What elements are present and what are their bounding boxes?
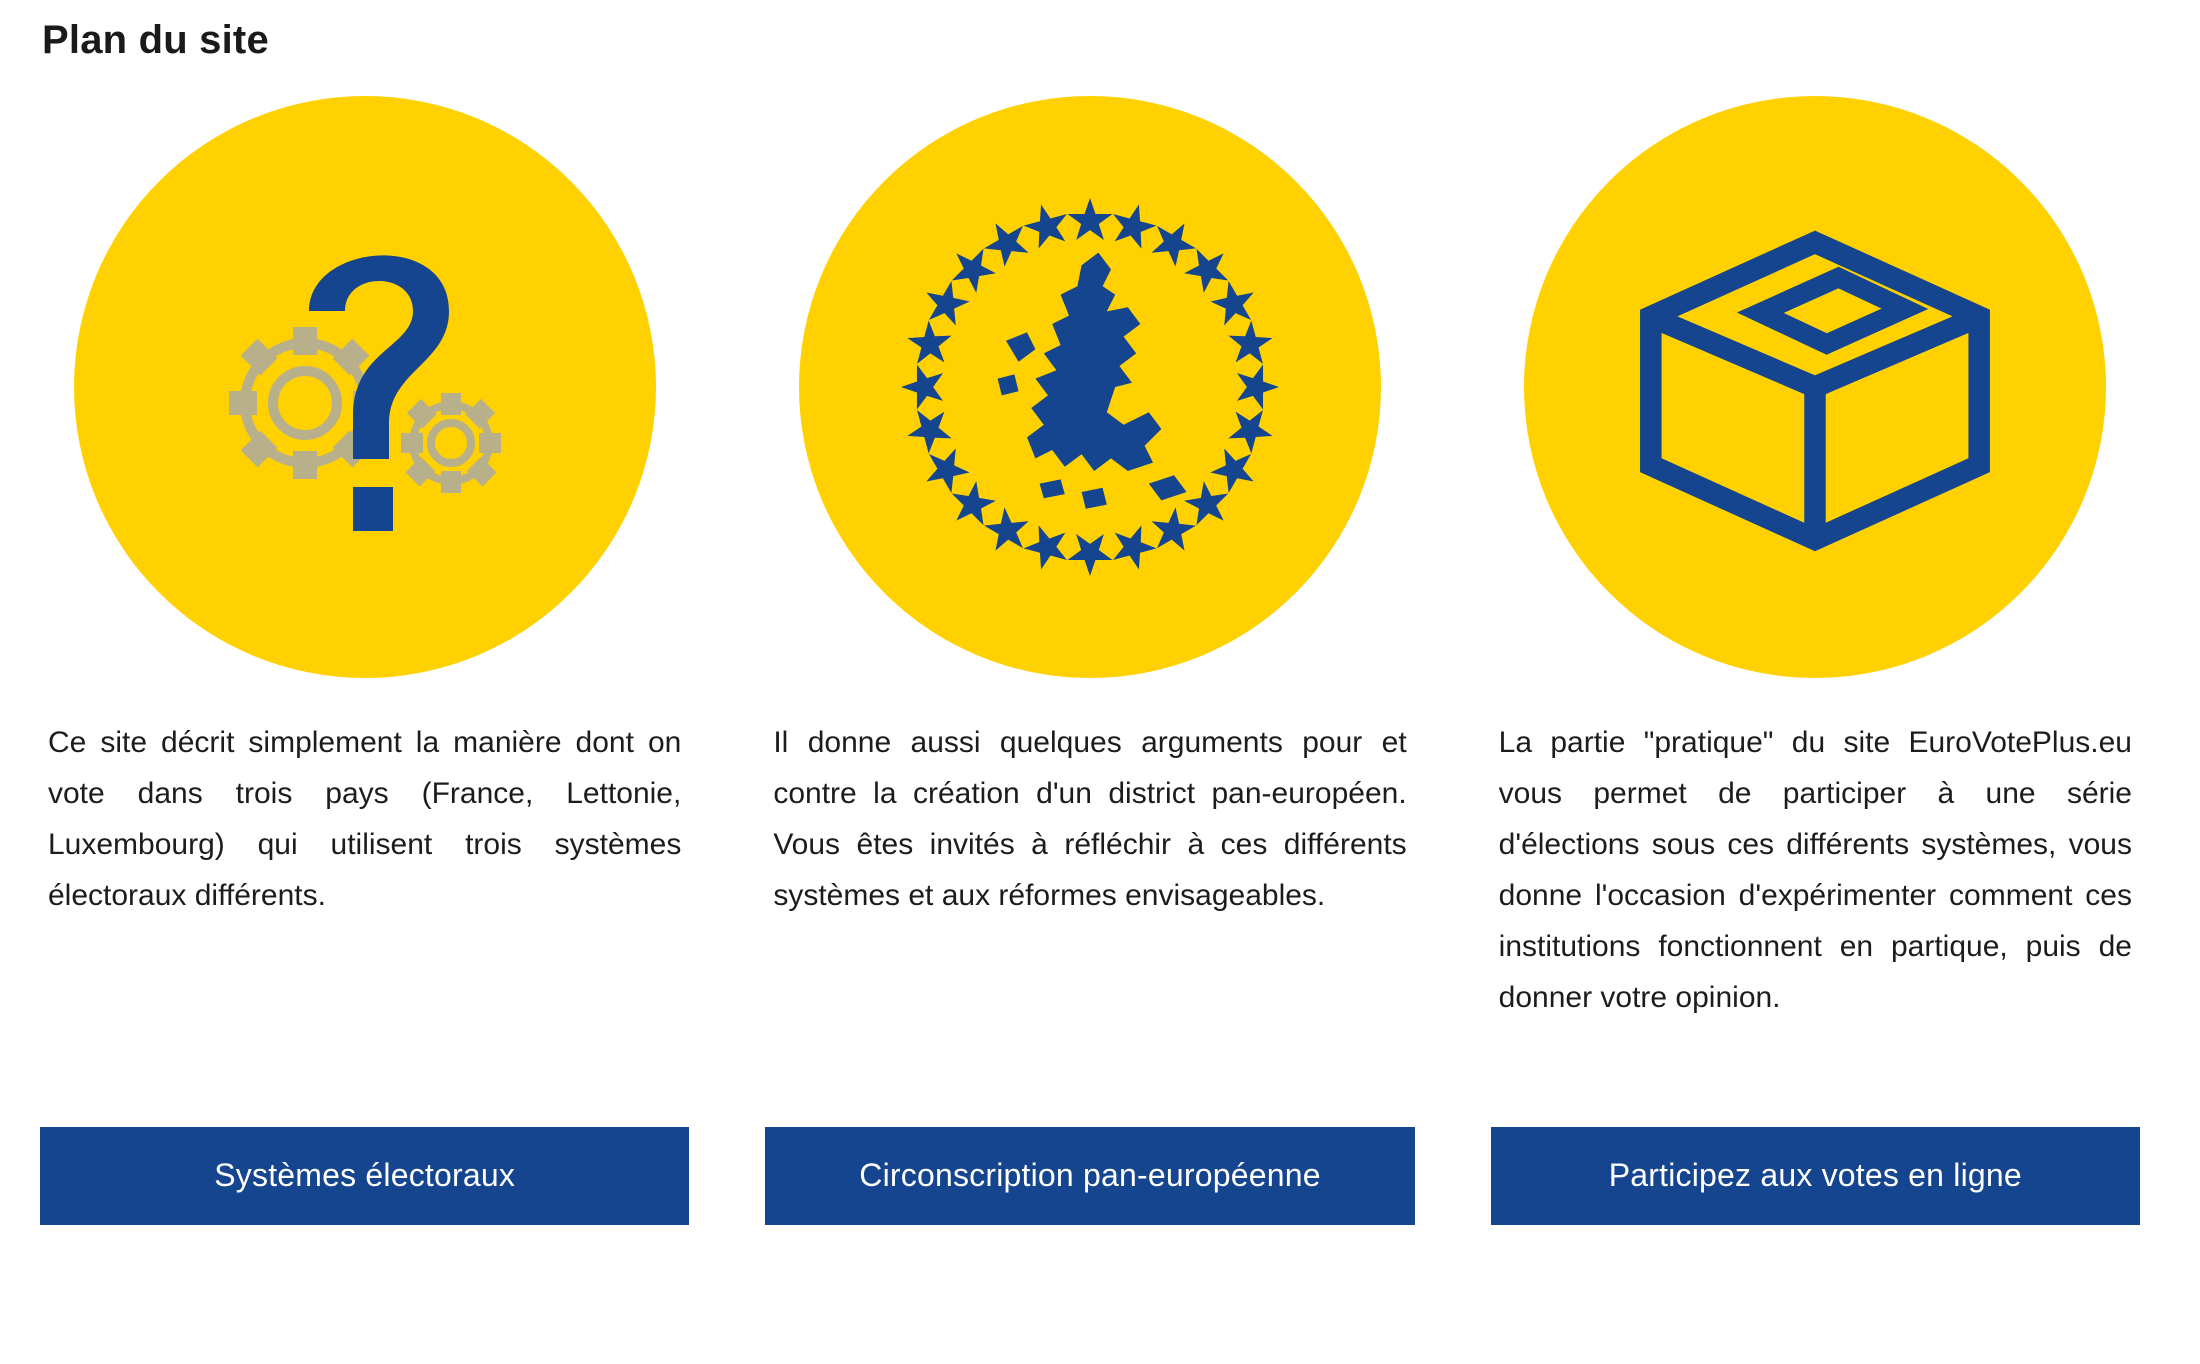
- column-description: Il donne aussi quelques arguments pour et contre la création d'un district pan-européen. Vous êtes invités à réfléchir à ces différents systèmes et aux réformes envisageables.: [773, 726, 1407, 912]
- online-votes-button[interactable]: Participez aux votes en ligne: [1491, 1127, 2140, 1225]
- icon-circle-background: [1524, 96, 2106, 678]
- sitemap-column-electoral-systems: [40, 87, 689, 1225]
- sitemap-column-online-votes: [1491, 87, 2140, 1225]
- europe-map-stars-icon: [880, 177, 1300, 597]
- icon-circle-background: [74, 96, 656, 678]
- electoral-systems-button[interactable]: Systèmes électoraux: [40, 1127, 689, 1225]
- button-row: [1491, 1127, 2140, 1225]
- button-row: [765, 1127, 1414, 1225]
- sitemap-column-pan-european: [765, 87, 1414, 1225]
- page-title: Plan du site: [42, 18, 269, 62]
- button-row: [40, 1127, 689, 1225]
- pan-european-constituency-button[interactable]: Circonscription pan-européenne: [765, 1127, 1414, 1225]
- icon-container: [1491, 87, 2140, 687]
- sitemap-columns: [40, 87, 2140, 1225]
- column-description: Ce site décrit simplement la manière dont on vote dans trois pays (France, Lettonie, Luxembourg) qui utilisent trois systèmes électoraux différents.: [48, 726, 682, 912]
- icon-container: [40, 87, 689, 687]
- icon-container: [765, 87, 1414, 687]
- question-gears-icon: [165, 187, 565, 587]
- icon-circle-background: [799, 96, 1381, 678]
- column-description: La partie "pratique" du site EuroVotePlus.eu vous permet de participer à une série d'élections sous ces différents systèmes, vous donne l'occasion d'expérimenter comment ces institutions fonctionnent en partique, puis de donner votre opinion.: [1498, 726, 2132, 1014]
- ballot-box-icon: [1600, 187, 2030, 587]
